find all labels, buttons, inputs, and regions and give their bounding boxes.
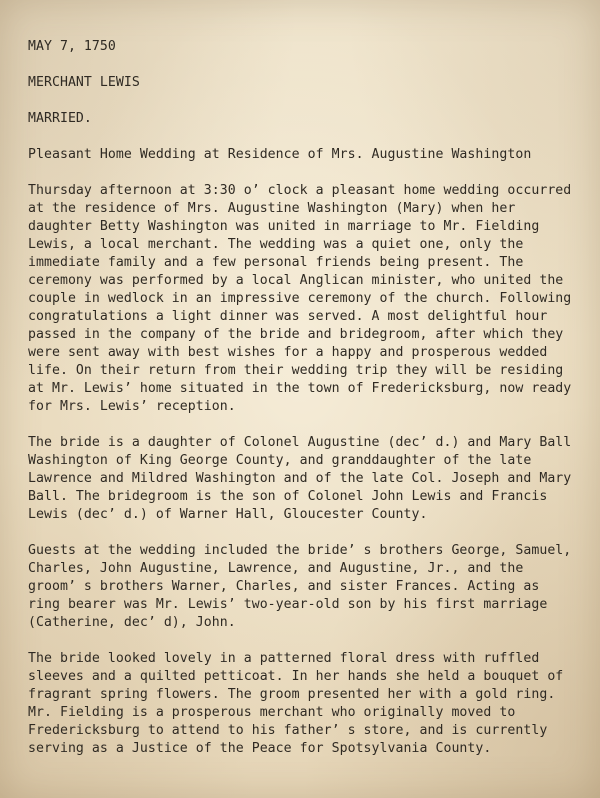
header-line: MERCHANT LEWIS	[28, 75, 140, 90]
paragraph-guests: Guests at the wedding included the bride’ s brothers George, Samuel, Charles, John Augustine, Lawrence, and Augustine, Jr., and the groom’ s brothers Warner, Charles, and sister Frances. Acting as ring bearer was Mr. Lewis’ two-year-old son by his first marriage (Catherine, dec’ d), John.	[28, 543, 580, 630]
headline: Pleasant Home Wedding at Residence of Mrs. Augustine Washington	[28, 147, 532, 162]
newspaper-clipping-text	[28, 38, 580, 758]
date-line: MAY 7, 1750	[28, 39, 116, 54]
paragraph-ceremony: Thursday afternoon at 3:30 o’ clock a pleasant home wedding occurred at the residence of Mrs. Augustine Washington (Mary) when her daughter Betty Washington was united in marriage to Mr. Fielding Lewis, a local merchant. The wedding was a quiet one, only the immediate family and a few personal friends being present. The ceremony was performed by a local Anglican minister, who united the couple in wedlock in an impressive ceremony of the church. Following congratulations a light dinner was served. A most delightful hour passed in the company of the bride and bridegroom, after which they were sent away with best wishes for a happy and prosperous wedded life. On their return from their wedding trip they will be residing at Mr. Lewis’ home situated in the town of Fredericksburg, now ready for Mrs. Lewis’ reception.	[28, 183, 580, 414]
section-line: MARRIED.	[28, 111, 92, 126]
paragraph-bride-dress: The bride looked lovely in a patterned floral dress with ruffled sleeves and a quilted petticoat. In her hands she held a bouquet of fragrant spring flowers. The groom presented her with a gold ring. Mr. Fielding is a prosperous merchant who originally moved to Fredericksburg to attend to his father’ s store, and is currently serving as a Justice of the Peace for Spotsylvania County.	[28, 651, 572, 756]
paragraph-family: The bride is a daughter of Colonel Augustine (dec’ d.) and Mary Ball Washington of King George County, and granddaughter of the late Lawrence and Mildred Washington and of the late Col. Joseph and Mary Ball. The bridegroom is the son of Colonel John Lewis and Francis Lewis (dec’ d.) of Warner Hall, Gloucester County.	[28, 435, 580, 522]
